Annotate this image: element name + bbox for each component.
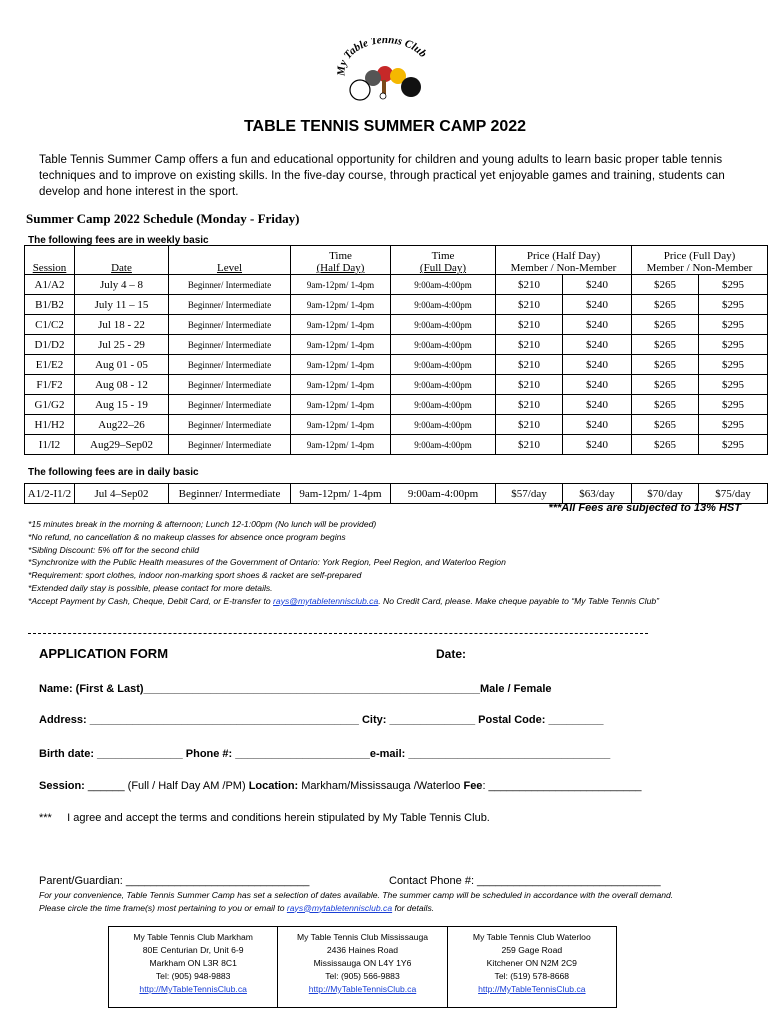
cell-hm: $210 [496,375,563,395]
cell-fn: $295 [699,355,768,375]
cell-half: 9am-12pm/ 1-4pm [291,295,391,315]
note-item: *Synchronize with the Public Health measures of the Government of Ontario: York Region, Peel Region, and Waterloo Region [28,557,506,568]
cell-hm: $210 [496,315,563,335]
payment-note: *Accept Payment by Cash, Cheque, Debit Card, or E-transfer to rays@mytabletennisclub.ca. No Credit Card, please. Make cheque payable to “My Table Tennis Club” [28,595,659,606]
club-mississauga: My Table Tennis Club Mississauga 2436 Haines Road Mississauga ON L4Y 1Y6 Tel: (905) 566-9883 http://MyTableTennisClub.ca [278,927,447,1007]
cell-session: G1/G2 [25,395,75,415]
birth-phone-email-field[interactable]: Birth date: ______________ Phone #: ______________________e-mail: _________________________________ [39,748,611,760]
daily-half: 9am-12pm/ 1-4pm [291,484,391,504]
cell-session: E1/E2 [25,355,75,375]
header-price-full: Price (Full Day) Member / Non-Member [632,246,768,275]
table-row [25,355,768,375]
cell-session: A1/A2 [25,275,75,295]
session-location-fee-field[interactable]: Session: ______ (Full / Half Day AM /PM) Location: Markham/Mississauga /Waterloo Fee: _________________________ [39,780,642,792]
cell-fm: $265 [632,375,699,395]
daily-date: Jul 4–Sep02 [75,484,169,504]
cell-half: 9am-12pm/ 1-4pm [291,395,391,415]
cell-hn: $240 [563,355,632,375]
cell-level: Beginner/ Intermediate [169,295,291,315]
club-locations [108,926,617,1008]
cell-fn: $295 [699,275,768,295]
cell-fm: $265 [632,295,699,315]
cell-fn: $295 [699,335,768,355]
cell-session: F1/F2 [25,375,75,395]
table-row [25,375,768,395]
cell-half: 9am-12pm/ 1-4pm [291,315,391,335]
name-field[interactable]: Name: (First & Last)_______________________________________________________Male / Female [39,683,552,695]
cell-full: 9:00am-4:00pm [391,275,496,295]
convenience-note: For your convenience, Table Tennis Summer Camp has set a selection of dates available. The summer camp will be scheduled in accordance with the overall demand. Please circle the time frame(s) most pertaining to you or email to rays@mytabletennisclub.ca for details. [39,890,674,913]
cell-level: Beginner/ Intermediate [169,335,291,355]
cell-fn: $295 [699,295,768,315]
schedule-table [24,245,768,455]
cell-hn: $240 [563,315,632,335]
daily-half-member: $57/day [496,484,563,504]
notes-list [28,518,659,608]
cell-fn: $295 [699,375,768,395]
parent-guardian-field[interactable]: Parent/Guardian: ______________________________ [39,875,310,887]
table-row [25,415,768,435]
cell-fm: $265 [632,395,699,415]
cell-date: Aug29–Sep02 [75,435,169,455]
table-row [25,395,768,415]
club-logo [335,38,435,104]
details-email-link[interactable]: rays@mytabletennisclub.ca [286,902,393,913]
cell-full: 9:00am-4:00pm [391,335,496,355]
cell-full: 9:00am-4:00pm [391,355,496,375]
cell-date: Aug 15 - 19 [75,395,169,415]
header-price-half: Price (Half Day) Member / Non-Member [496,246,632,275]
cell-hn: $240 [563,415,632,435]
cell-level: Beginner/ Intermediate [169,355,291,375]
cell-fn: $295 [699,315,768,335]
header-full-time: Time (Full Day) [391,246,496,275]
cell-date: Aug22–26 [75,415,169,435]
cell-fn: $295 [699,435,768,455]
daily-full-nonmember: $75/day [699,484,768,504]
cell-hm: $210 [496,435,563,455]
cell-level: Beginner/ Intermediate [169,415,291,435]
table-row [25,315,768,335]
header-level: Level [169,246,291,275]
daily-half-nonmember: $63/day [563,484,632,504]
cell-level: Beginner/ Intermediate [169,435,291,455]
daily-row [25,484,768,504]
note-item: *Sibling Discount: 5% off for the second child [28,544,200,555]
cell-date: Aug 01 - 05 [75,355,169,375]
application-form-title: APPLICATION FORM [39,646,169,661]
cell-fm: $265 [632,335,699,355]
cell-hm: $210 [496,335,563,355]
cell-hm: $210 [496,275,563,295]
header-date: Date [75,246,169,275]
cell-session: D1/D2 [25,335,75,355]
agreement-text: *** I agree and accept the terms and conditions herein stipulated by My Table Tennis Club. [39,812,490,824]
cell-level: Beginner/ Intermediate [169,315,291,335]
note-item: *Requirement: sport clothes, indoor non-marking sport shoes & racket are self-prepared [28,570,362,581]
cell-hm: $210 [496,295,563,315]
address-field[interactable]: Address: ____________________________________________ City: ______________ Postal Code: _________ [39,714,604,726]
cell-full: 9:00am-4:00pm [391,435,496,455]
note-item: *15 minutes break in the morning & afternoon; Lunch 12-1:00pm (No lunch will be provided) [28,519,377,529]
cell-full: 9:00am-4:00pm [391,315,496,335]
table-row [25,335,768,355]
table-header-row [25,246,768,275]
cell-hn: $240 [563,395,632,415]
cell-hn: $240 [563,335,632,355]
cell-hm: $210 [496,415,563,435]
cell-half: 9am-12pm/ 1-4pm [291,335,391,355]
daily-full-member: $70/day [632,484,699,504]
schedule-heading: Summer Camp 2022 Schedule (Monday - Friday) [26,211,300,226]
cell-half: 9am-12pm/ 1-4pm [291,355,391,375]
club-link[interactable]: http://MyTableTennisClub.ca [139,984,247,994]
club-markham: My Table Tennis Club Markham 80E Centurian Dr, Unit 6-9 Markham ON L3R 8C1 Tel: (905) 948-9883 http://MyTableTennisClub.ca [109,927,278,1007]
cell-full: 9:00am-4:00pm [391,375,496,395]
logo-text: My Table Tennis Club [335,38,429,77]
cell-date: July 11 – 15 [75,295,169,315]
contact-phone-field[interactable]: Contact Phone #: ______________________________ [389,875,661,887]
cell-hm: $210 [496,395,563,415]
intro-paragraph: Table Tennis Summer Camp offers a fun and educational opportunity for children and young adults to learn basic proper table tennis techniques and to improve on existing skills. In the five-day course, through practical yet enjoyable games and training, students can develop and hone interest in the sport. [39,154,725,198]
cell-fm: $265 [632,275,699,295]
cell-date: Jul 18 - 22 [75,315,169,335]
cell-hn: $240 [563,295,632,315]
table-row [25,275,768,295]
table-row [25,435,768,455]
daily-full: 9:00am-4:00pm [391,484,496,504]
cell-fm: $265 [632,315,699,335]
cell-fm: $265 [632,415,699,435]
weekly-fee-note: The following fees are in weekly basic [28,235,209,246]
header-session: Session [25,246,75,275]
cell-fm: $265 [632,355,699,375]
cell-level: Beginner/ Intermediate [169,395,291,415]
cell-date: Aug 08 - 12 [75,375,169,395]
cell-date: Jul 25 - 29 [75,335,169,355]
cell-session: I1/I2 [25,435,75,455]
cell-full: 9:00am-4:00pm [391,395,496,415]
cell-date: July 4 – 8 [75,275,169,295]
cell-session: C1/C2 [25,315,75,335]
cell-fm: $265 [632,435,699,455]
club-waterloo: My Table Tennis Club Waterloo 259 Gage Road Kitchener ON N2M 2C9 Tel: (519) 578-8668 http://MyTableTennisClub.ca [448,927,616,1007]
cell-hn: $240 [563,275,632,295]
cell-hn: $240 [563,375,632,395]
date-field[interactable]: Date: [436,647,467,661]
cell-half: 9am-12pm/ 1-4pm [291,275,391,295]
cell-level: Beginner/ Intermediate [169,375,291,395]
cell-session: B1/B2 [25,295,75,315]
cell-half: 9am-12pm/ 1-4pm [291,375,391,395]
club-link[interactable]: http://MyTableTennisClub.ca [478,984,586,994]
cell-hn: $240 [563,435,632,455]
cell-fn: $295 [699,395,768,415]
club-link[interactable]: http://MyTableTennisClub.ca [308,984,417,994]
divider [28,633,648,634]
cell-full: 9:00am-4:00pm [391,415,496,435]
cell-hm: $210 [496,355,563,375]
daily-session: A1/2-I1/2 [25,484,75,504]
payment-email-link[interactable]: rays@mytabletennisclub.ca [273,595,379,606]
cell-full: 9:00am-4:00pm [391,295,496,315]
header-half-time: Time (Half Day) [291,246,391,275]
daily-table [24,483,768,504]
cell-half: 9am-12pm/ 1-4pm [291,435,391,455]
cell-session: H1/H2 [25,415,75,435]
daily-fee-note: The following fees are in daily basic [28,467,199,478]
hst-note: ***All Fees are subjected to 13% HST [548,502,741,514]
table-row [25,295,768,315]
note-item: *Extended daily stay is possible, please contact for more details. [28,582,273,593]
daily-level: Beginner/ Intermediate [169,484,291,504]
note-item: *No refund, no cancellation & no makeup classes for absence once program begins [28,531,346,542]
cell-level: Beginner/ Intermediate [169,275,291,295]
cell-fn: $295 [699,415,768,435]
page-title: TABLE TENNIS SUMMER CAMP 2022 [243,118,527,135]
cell-half: 9am-12pm/ 1-4pm [291,415,391,435]
